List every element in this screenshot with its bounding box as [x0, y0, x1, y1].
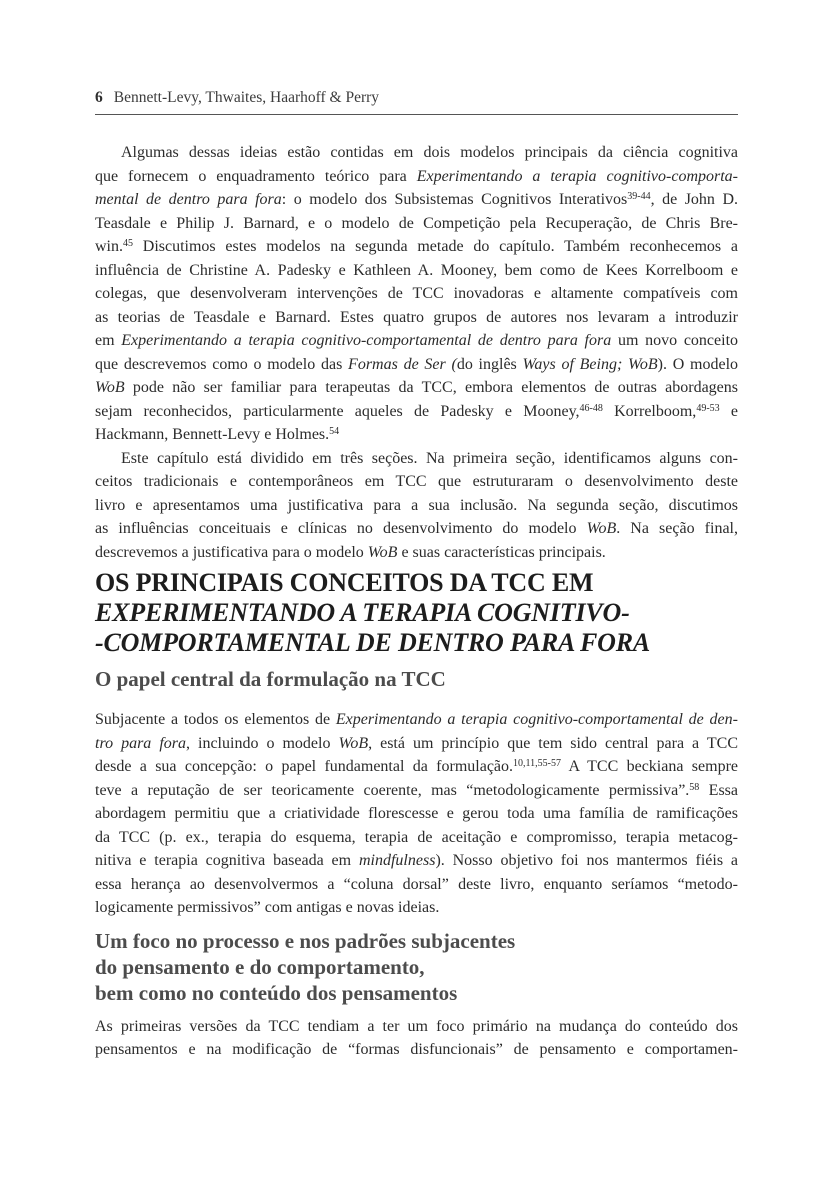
paragraph-1-line-2: [95, 165, 738, 189]
subsection-heading-foco-line-2: do pensamento e do comportamento,: [95, 954, 425, 979]
paragraph-3-line-1: [95, 708, 738, 732]
text-run: Este capítulo está dividido em três seções. Na primeira seção, identificamos alguns con-: [121, 449, 738, 467]
text-run: que descrevemos como o modelo das: [95, 355, 349, 373]
reference-superscript: 39-44: [627, 191, 651, 202]
subsection-heading-formulacao-line-1: O papel central da formulação na TCC: [95, 667, 446, 691]
paragraph-1-line-10: [95, 353, 738, 377]
text-run: essa herança ao desenvolvermos a “coluna dorsal” deste livro, enquanto seríamos “metodo-: [95, 875, 738, 893]
text-run: do inglês: [456, 355, 523, 373]
paragraph-1-line-9: [95, 329, 738, 353]
text-run: as influências conceituais e clínicas no desenvolvimento do modelo: [95, 520, 587, 537]
document-body: [95, 141, 738, 1062]
paragraph-1: [95, 141, 738, 447]
text-run: Korrelboom,: [602, 402, 697, 420]
paragraph-3-line-6: [95, 826, 738, 850]
paragraph-2-line-2: [95, 470, 738, 494]
reference-superscript: 54: [329, 426, 340, 437]
paragraph-4-line-2: [95, 1038, 738, 1062]
paragraph-2-line-3: [95, 494, 738, 518]
text-run: Experimentando a terapia cognitivo-comporta-: [416, 167, 738, 185]
text-run: Discutimos estes modelos na segunda metade do capítulo. Também reconhecemos a: [133, 238, 738, 255]
text-run: colegas, que desenvolveram intervenções de TCC inovadoras e altamente compatíveis com: [95, 285, 738, 302]
text-run: pensamentos e na modificação de “formas disfuncionais” de pensamento e comportamen-: [95, 1041, 738, 1058]
text-run: livro e apresentamos uma justificativa para a sua inclusão. Na segunda seção, discutimos: [95, 496, 738, 514]
text-run: teve a reputação de ser teoricamente coerente, mas “metodologicamente permissiva”.: [95, 781, 690, 799]
text-run: , está um princípio que tem sido central para a TCC: [368, 734, 738, 752]
section-heading-line-3: -COMPORTAMENTAL DE DENTRO PARA FORA: [95, 628, 650, 657]
text-run: abordagem permitiu que a criatividade florescesse e gerou toda uma família de ramificações: [95, 805, 738, 822]
subsection-heading-foco-line-1: Um foco no processo e nos padrões subjacentes: [95, 928, 516, 953]
text-run: WoB: [338, 734, 369, 752]
paragraph-2: [95, 447, 738, 565]
text-run: , incluindo o modelo: [186, 734, 339, 752]
paragraph-1-line-5: [95, 235, 738, 259]
text-run: influência de Christine A. Padesky e Kathleen A. Mooney, bem como de Kees Korrelboom e: [95, 261, 738, 279]
text-run: Algumas dessas ideias estão contidas em dois modelos principais da ciência cognitiva: [121, 144, 738, 161]
reference-superscript: 45: [123, 238, 133, 249]
text-run: nitiva e terapia cognitiva baseada em: [95, 852, 359, 869]
text-run: : o modelo dos Subsistemas Cognitivos Interativos: [281, 191, 628, 208]
text-run: Experimentando a terapia cognitivo-comportamental de den-: [335, 711, 738, 728]
subsection-heading-formulacao: [95, 666, 738, 692]
text-run: WoB: [586, 520, 617, 537]
section-heading: [95, 568, 738, 658]
running-title: Bennett-Levy, Thwaites, Haarhoff & Perry: [113, 89, 380, 106]
text-run: Ways of Being; WoB: [522, 355, 658, 373]
text-run: em: [95, 332, 122, 349]
section-heading-line-1: OS PRINCIPAIS CONCEITOS DA TCC EM: [95, 568, 594, 597]
text-run: as teorias de Teasdale e Barnard. Estes quatro grupos de autores nos levaram a introduzir: [95, 308, 738, 326]
paragraph-4-line-1: [95, 1015, 738, 1039]
text-run: ceitos tradicionais e contemporâneos em TCC que estruturaram o desenvolvimento deste: [95, 473, 738, 490]
text-run: um novo conceito: [611, 332, 739, 349]
paragraph-1-line-12: [95, 400, 738, 424]
text-run: , de John D.: [650, 191, 738, 208]
text-run: logicamente permissivos” com antigas e novas ideias.: [95, 899, 440, 916]
text-run: Experimentando a terapia cognitivo-comportamental de dentro para fora: [121, 332, 612, 349]
text-run: A TCC beckiana sempre: [561, 758, 738, 775]
text-run: desde a sua concepção: o papel fundamental da formulação.: [95, 758, 514, 775]
running-header: [95, 88, 738, 115]
text-run: As primeiras versões da TCC tendiam a ter um foco primário na mudança do conteúdo dos: [95, 1017, 738, 1035]
text-run: WoB: [367, 543, 398, 561]
subsection-heading-foco-line-3: bem como no conteúdo dos pensamentos: [95, 980, 458, 1005]
text-run: Teasdale e Philip J. Barnard, e o modelo de Competição pela Recuperação, de Chris Bre-: [95, 214, 738, 232]
paragraph-1-line-13: [95, 423, 738, 447]
paragraph-3-line-8: [95, 873, 738, 897]
paragraph-1-line-6: [95, 259, 738, 283]
paragraph-1-line-11: [95, 376, 738, 400]
text-run: e: [719, 402, 738, 420]
paragraph-1-line-3: [95, 188, 738, 212]
paragraph-2-line-1: [95, 447, 738, 471]
text-run: Formas de Ser (: [348, 355, 457, 373]
text-run: sejam reconhecidos, particularmente aqueles de Padesky e Mooney,: [95, 402, 580, 420]
paragraph-3-line-3: [95, 755, 738, 779]
paragraph-2-line-4: [95, 517, 738, 541]
paragraph-1-line-8: [95, 306, 738, 330]
text-run: da TCC (p. ex., terapia do esquema, terapia de aceitação e compromisso, terapia metacog-: [95, 828, 738, 846]
paragraph-1-line-7: [95, 282, 738, 306]
text-run: que fornecem o enquadramento teórico para: [95, 167, 417, 185]
paragraph-3-line-7: [95, 849, 738, 873]
reference-superscript: 10,11,55-57: [513, 758, 561, 769]
text-run: descrevemos a justificativa para o modelo: [95, 543, 368, 561]
paragraph-3-line-9: [95, 896, 738, 920]
text-run: Subjacente a todos os elementos de: [95, 711, 336, 728]
text-run: . Na seção final,: [616, 520, 738, 537]
reference-superscript: 49-53: [696, 402, 720, 414]
text-run: tro para fora: [95, 734, 186, 752]
paragraph-1-line-1: [95, 141, 738, 165]
text-run: mindfulness: [358, 852, 436, 869]
text-run: pode não ser familiar para terapeutas da TCC, embora elementos de outras abordagens: [124, 379, 738, 396]
paragraph-4: [95, 1015, 738, 1062]
text-run: e suas características principais.: [397, 543, 606, 561]
text-run: ). O modelo: [657, 355, 739, 373]
section-heading-line-2: EXPERIMENTANDO A TERAPIA COGNITIVO-: [95, 598, 630, 627]
text-run: Essa: [699, 781, 738, 799]
paragraph-3-line-2: [95, 732, 738, 756]
paragraph-3: [95, 708, 738, 920]
paragraph-2-line-5: [95, 541, 738, 565]
reference-superscript: 46-48: [579, 402, 603, 414]
subsection-heading-foco: [95, 928, 738, 1006]
text-run: WoB: [95, 379, 125, 396]
page-number: 6: [95, 89, 103, 106]
text-run: ). Nosso objetivo foi nos mantermos fiéis a: [435, 852, 739, 869]
text-run: win.: [95, 238, 123, 255]
text-run: Hackmann, Bennett-Levy e Holmes.: [95, 426, 330, 443]
paragraph-3-line-5: [95, 802, 738, 826]
text-run: mental de dentro para fora: [95, 191, 282, 208]
paragraph-1-line-4: [95, 212, 738, 236]
reference-superscript: 58: [689, 781, 700, 793]
paragraph-3-line-4: [95, 779, 738, 803]
